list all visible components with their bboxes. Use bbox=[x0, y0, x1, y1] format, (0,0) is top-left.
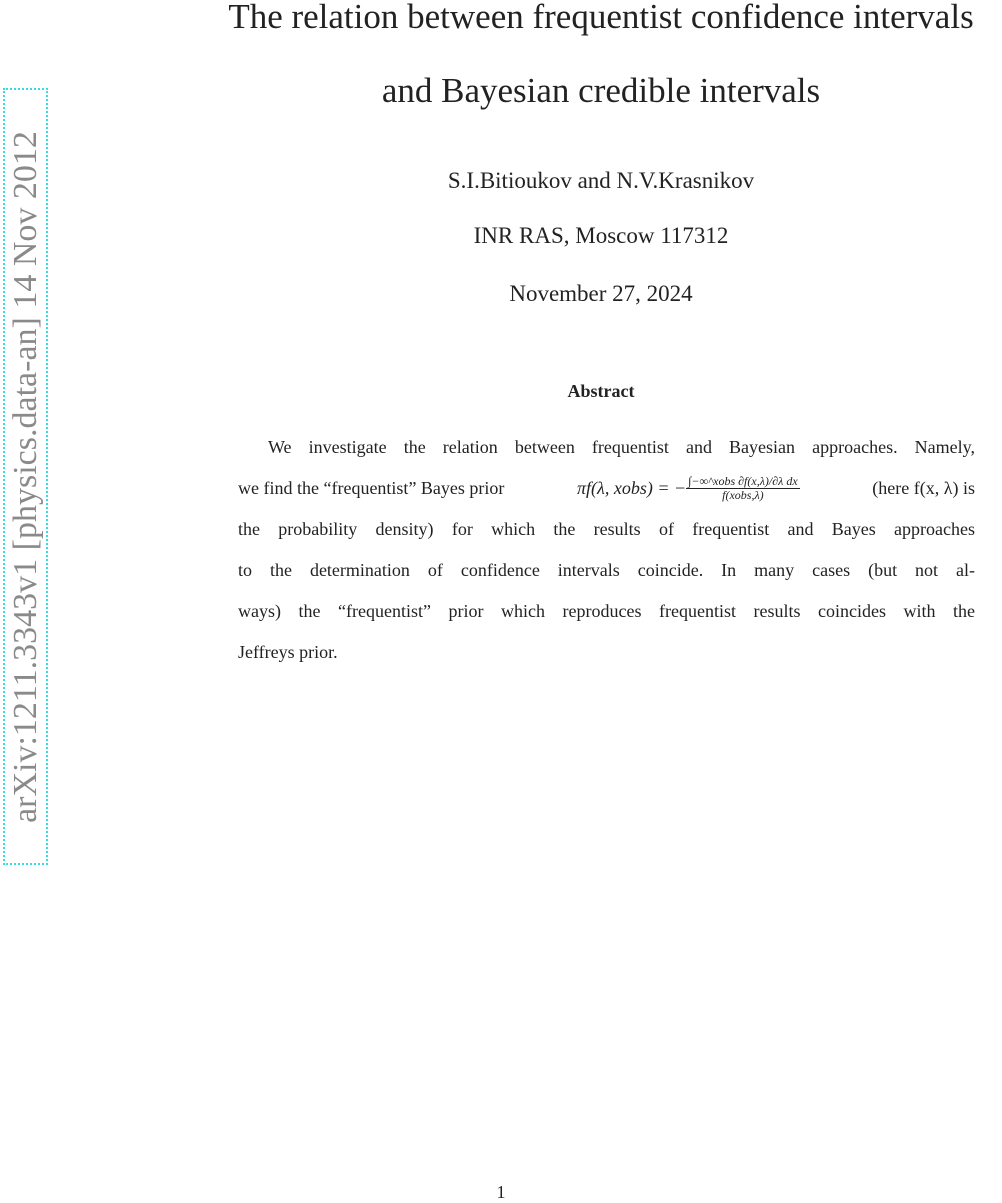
arxiv-stamp bbox=[3, 88, 48, 865]
formula-denominator: f(xobs,λ) bbox=[722, 487, 764, 502]
formula-numerator: ∫−∞^xobs ∂f(x,λ)/∂λ dx bbox=[688, 473, 798, 488]
date: November 27, 2024 bbox=[509, 281, 693, 306]
affiliation: INR RAS, Moscow 117312 bbox=[473, 223, 729, 248]
formula bbox=[577, 475, 800, 502]
abstract-heading: Abstract bbox=[567, 381, 635, 401]
abstract-line: We investigate the relation between frequentist and Bayesian approaches. Namely, bbox=[268, 437, 975, 457]
abstract-line: the probability density) for which the results of frequentist and Bayes approaches bbox=[238, 519, 975, 539]
abstract-line: Jeffreys prior. bbox=[238, 642, 338, 662]
page-number: 1 bbox=[496, 1182, 506, 1202]
abstract-line-formula bbox=[238, 473, 975, 502]
authors: S.I.Bitioukov and N.V.Krasnikov bbox=[447, 168, 755, 193]
formula-fraction bbox=[686, 475, 800, 502]
formula-lhs: πf(λ, xobs) = − bbox=[577, 478, 687, 498]
abstract-line: to the determination of confidence intervals coincide. In many cases (but not al- bbox=[238, 560, 975, 580]
title-line-1: The relation between frequentist confidence intervals bbox=[228, 0, 974, 36]
abstract-text: (here f(x, λ) is bbox=[872, 478, 975, 498]
arxiv-identifier: arXiv:1211.3343v1 [physics.data-an] 14 Nov 2012 bbox=[6, 130, 44, 823]
abstract-text: we find the “frequentist” Bayes prior bbox=[238, 478, 505, 498]
abstract-line: ways) the “frequentist” prior which reproduces frequentist results coincides with the bbox=[238, 601, 975, 621]
title-line-2: and Bayesian credible intervals bbox=[381, 71, 821, 110]
